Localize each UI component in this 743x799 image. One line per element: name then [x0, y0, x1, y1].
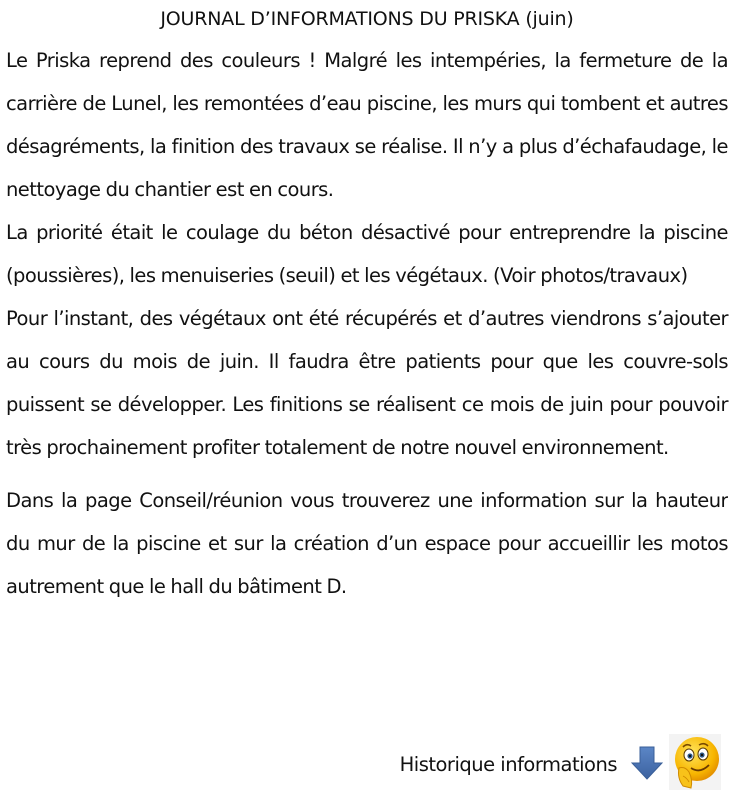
paragraph-vegetation: Pour l’instant, des végétaux ont été récupérés et d’autres viendrons s’ajouter au cours du mois de juin. Il faudra être patients pour que les couvre-sols puissent se développer. Les finitions se réalisent ce mois de juin pour pouvoir très prochainement profiter totalement de notre nouvel environnement. — [6, 307, 728, 459]
history-link[interactable]: Historique informations — [399, 752, 617, 776]
paragraph-council-wrapper — [6, 479, 728, 608]
arrow-down-icon[interactable] — [631, 746, 663, 780]
history-link-row[interactable] — [400, 734, 721, 790]
thinking-smiley-icon — [669, 734, 721, 790]
paragraph-priority: La priorité était le coulage du béton désactivé pour entreprendre la piscine (poussières), les menuiseries (seuil) et les végétaux. (Voir photos/travaux) — [6, 221, 728, 287]
journal-page — [6, 0, 728, 608]
paragraph-council: Dans la page Conseil/réunion vous trouverez une information sur la hauteur du mur de la piscine et sur la création d’un espace pour accueillir les motos autrement que le hall du bâtiment D. — [6, 489, 728, 598]
paragraph-intro: Le Priska reprend des couleurs ! Malgré les intempéries, la fermeture de la carrière de Lunel, les remontées d’eau piscine, les murs qui tombent et autres désagréments, la finition des travaux se réalise. Il n’y a plus d’échafaudage, le nettoyage du chantier est en cours. — [6, 49, 728, 201]
page-title: JOURNAL D’INFORMATIONS DU PRISKA (juin) — [160, 8, 574, 30]
